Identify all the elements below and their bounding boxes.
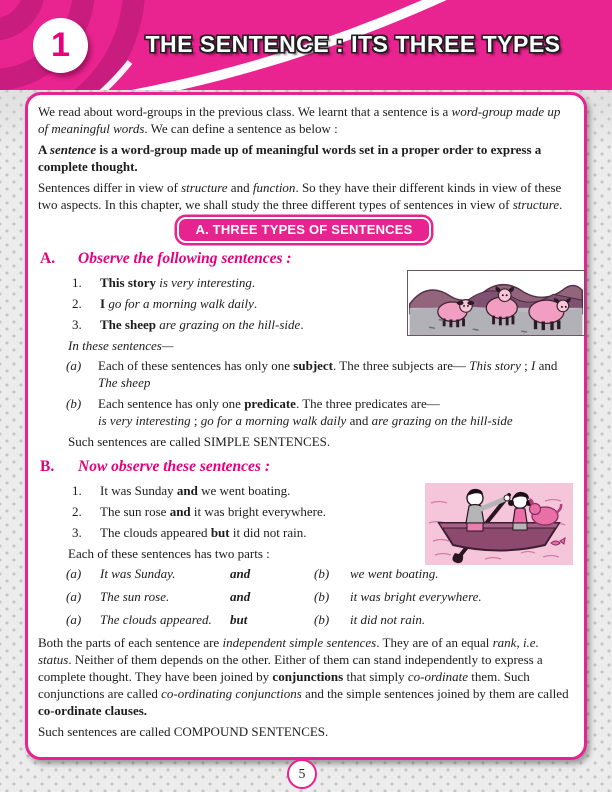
item-text: This story is very interesting.	[100, 275, 256, 290]
chapter-number-badge	[33, 18, 88, 73]
page-number: 5	[298, 766, 306, 781]
sheep-illustration	[407, 270, 585, 336]
item-text: It was Sunday and we went boating.	[100, 483, 291, 498]
subitem-b	[38, 395, 570, 429]
two-parts-line: Each of these sentences has two parts :	[68, 546, 270, 561]
compound-explanation-paragraph: Both the parts of each sentence are independent simple sentences. They are of an equal rank, i.e. status. Neither of them depends on the other. Either of them can stand independently to express a complete thought. They have been joined by conjunctions that simply co-ordinate them. Such conjunctions are called co-ordinating conjunctions and the simple sentences joined by them are called co-ordinate clauses.	[38, 635, 569, 718]
pair-conjunction: and	[230, 589, 251, 604]
boating-illustration	[425, 483, 573, 565]
item-text: The clouds appeared but it did not rain.	[100, 525, 307, 540]
pair-a-text: The sun rose.	[100, 589, 170, 604]
section-b-heading	[40, 457, 570, 477]
section-a-heading-text: Observe the following sentences :	[78, 250, 292, 267]
section-b-letter: B.	[40, 458, 55, 475]
pair-b-label: (b)	[314, 566, 330, 581]
pair-a-label: (a)	[66, 589, 82, 604]
pair-a-text: It was Sunday.	[100, 566, 176, 581]
pair-b-text: it did not rain.	[350, 612, 426, 627]
intro-paragraph-1: We read about word-groups in the previous class. We learnt that a sentence is a word-group made up of meaningful words. We can define a sentence as below :	[38, 104, 561, 136]
chapter-header-banner	[0, 0, 612, 90]
pair-b-text: it was bright everywhere.	[350, 589, 482, 604]
subitem-label: (b)	[66, 396, 82, 411]
compound-sentences-conclusion: Such sentences are called COMPOUND SENTENCES.	[38, 724, 329, 739]
item-text: The sun rose and it was bright everywhere.	[100, 504, 327, 519]
section-a-note-intro: In these sentences—	[68, 338, 174, 353]
definition-paragraph: A sentence is a word-group made up of meaningful words set in a proper order to express a complete thought.	[38, 142, 542, 174]
item-text: I go for a morning walk daily.	[100, 296, 258, 311]
section-badge-row	[38, 217, 570, 243]
page-number-badge	[287, 759, 317, 789]
subitem-a	[38, 357, 570, 391]
item-number: 3.	[72, 525, 82, 540]
section-a-heading	[40, 249, 570, 269]
intro-paragraph-2: Sentences differ in view of structure and function. So they have their different kinds in view of these two aspects. In this chapter, we shall study the three different types of sentences in view of structure.	[38, 180, 563, 212]
pair-b-text: we went boating.	[350, 566, 439, 581]
section-badge: A. THREE TYPES OF SENTENCES	[177, 217, 430, 243]
pair-a-label: (a)	[66, 566, 82, 581]
chapter-number: 1	[51, 26, 70, 64]
pair-row	[66, 565, 570, 582]
pair-conjunction: and	[230, 566, 251, 581]
pair-conjunction: but	[230, 612, 248, 627]
content-box	[25, 92, 587, 760]
simple-sentences-conclusion: Such sentences are called SIMPLE SENTENCES.	[68, 434, 331, 449]
pair-row	[66, 611, 570, 628]
section-b-heading-text: Now observe these sentences :	[78, 458, 270, 475]
section-a-letter: A.	[40, 250, 56, 267]
pair-b-label: (b)	[314, 612, 330, 627]
item-number: 1.	[72, 483, 82, 498]
pair-b-label: (b)	[314, 589, 330, 604]
item-number: 2.	[72, 504, 82, 519]
pair-a-text: The clouds appeared.	[100, 612, 212, 627]
pair-row	[66, 588, 570, 605]
chapter-title: THE SENTENCE : ITS THREE TYPES	[145, 31, 561, 57]
item-number: 1.	[72, 275, 82, 290]
subitem-text: Each of these sentences has only one subject. The three subjects are— This story ; I and The sheep	[98, 358, 558, 390]
pair-a-label: (a)	[66, 612, 82, 627]
subitem-text: Each sentence has only one predicate. The three predicates are— is very interesting ; go for a morning walk daily and are grazing on the hill-side	[98, 396, 513, 428]
clause-pairs-table	[66, 565, 570, 628]
subitem-label: (a)	[66, 358, 82, 373]
item-text: The sheep are grazing on the hill-side.	[100, 317, 304, 332]
item-number: 2.	[72, 296, 82, 311]
item-number: 3.	[72, 317, 82, 332]
